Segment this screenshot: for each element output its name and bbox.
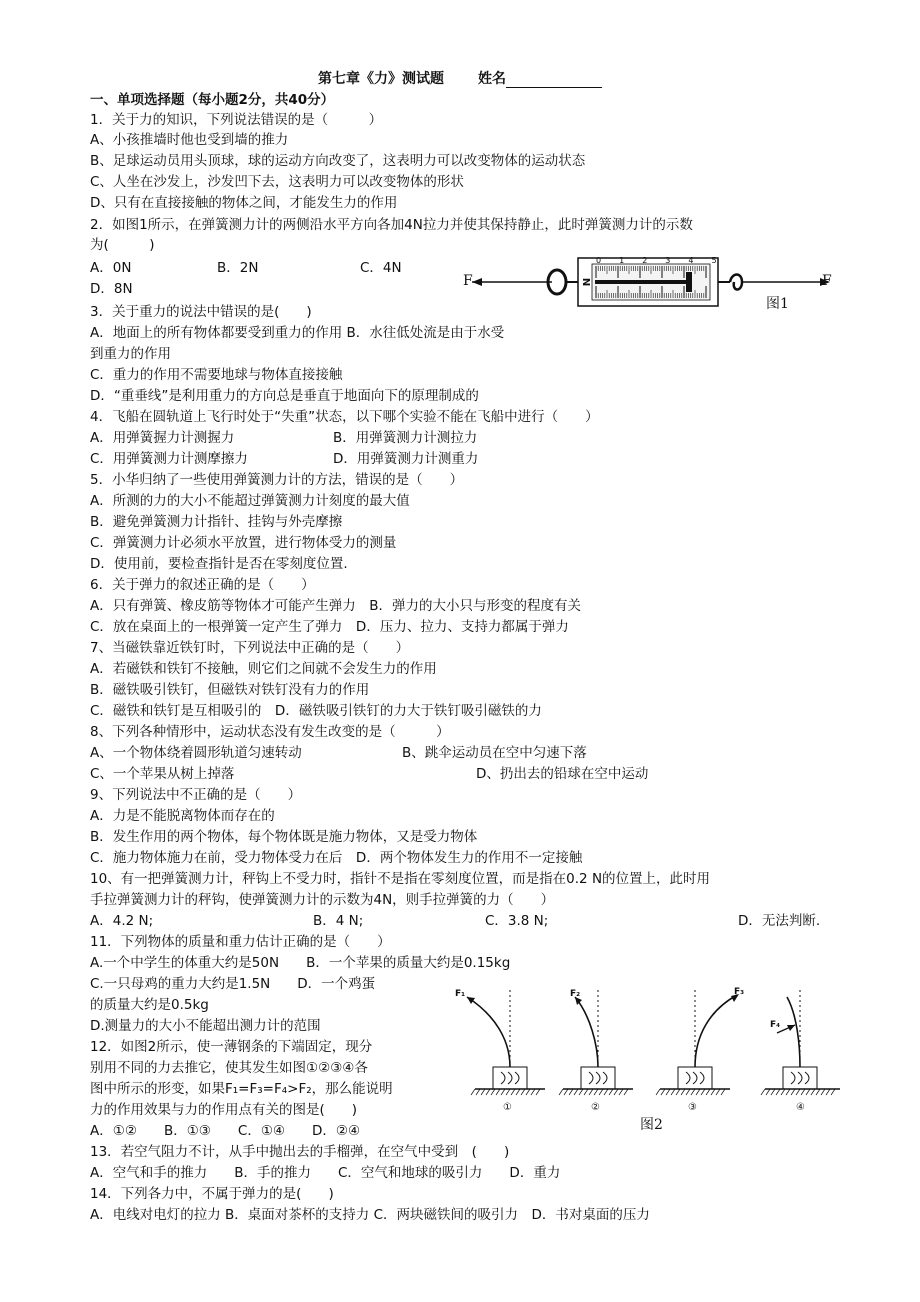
q3-option-c: C．重力的作用不需要地球与物体直接接触 bbox=[90, 367, 343, 383]
q10-option-b: B．4 N; bbox=[313, 913, 364, 929]
hatch-line bbox=[656, 1089, 660, 1095]
q8-stem: 8、下列各种情形中，运动状态没有发生改变的是（ ） bbox=[90, 724, 450, 740]
scale-top-2: 2 bbox=[642, 256, 648, 265]
q5-option-b: B．避免弹簧测力计指针、挂钩与外壳摩擦 bbox=[90, 514, 343, 530]
hatch-line bbox=[711, 1089, 715, 1095]
hatch-line bbox=[671, 1089, 675, 1095]
q10-stem: 10、有一把弹簧测力计，秤钩上不受力时，指针不是指在零刻度位置，而是指在0.2 N的位置上，此时用 bbox=[90, 871, 711, 887]
q7-stem: 7、当磁铁靠近铁钉时，下列说法中正确的是（ ） bbox=[90, 640, 410, 656]
q9-options-cd: C．施力物体施力在前，受力物体受力在后 D．两个物体发生力的作用不一定接触 bbox=[90, 850, 583, 866]
hatch-line bbox=[624, 1089, 628, 1095]
q11-option-d-cont: 的质量大约是0.5kg bbox=[90, 997, 209, 1013]
q4-stem: 4．飞船在圆轨道上飞行时处于“失重”状态，以下哪个实验不能在飞船中进行（ ） bbox=[90, 409, 599, 425]
q2-stem: 2．如图1所示，在弹簧测力计的两侧沿水平方向各加4N拉力并使其保持静止，此时弹簧测力计的示数 bbox=[90, 217, 693, 233]
name-blank bbox=[506, 73, 602, 88]
q6-options-ab: A．只有弹簧、橡皮筋等物体才可能产生弹力 B．弹力的大小只与形变的程度有关 bbox=[90, 598, 581, 614]
hatch-line bbox=[786, 1089, 790, 1095]
scale-top-1: 1 bbox=[619, 256, 625, 265]
q1-stem: 1．关于力的知识，下列说法错误的是（ ） bbox=[90, 112, 383, 128]
q14-options: A．电线对电灯的拉力 B．桌面对茶杯的支持力 C．两块磁铁间的吸引力 D．书对桌面的压力 bbox=[90, 1207, 650, 1223]
exam-title: 第七章《力》测试题 bbox=[318, 71, 444, 87]
hatch-line bbox=[574, 1089, 578, 1095]
scale-top-5: 5 bbox=[711, 256, 717, 265]
q3-option-d: D．“重垂线”是利用重力的方向总是垂直于地面向下的原理制成的 bbox=[90, 388, 479, 404]
hatch-line bbox=[569, 1089, 573, 1095]
q6-stem: 6．关于弹力的叙述正确的是（ ） bbox=[90, 577, 315, 593]
q11-stem: 11．下列物体的质量和重力估计正确的是（ ） bbox=[90, 934, 391, 950]
fig1-unit-label: N bbox=[580, 277, 592, 287]
hatch-line bbox=[496, 1089, 500, 1095]
q1-option-d: D、只有在直接接触的物体之间，才能发生力的作用 bbox=[90, 195, 398, 211]
hatch-line bbox=[831, 1089, 835, 1095]
hatch-line bbox=[589, 1089, 593, 1095]
scale-top-3: 3 bbox=[665, 256, 671, 265]
hatch-line bbox=[686, 1089, 690, 1095]
fig2-label-4: ④ bbox=[796, 1102, 805, 1113]
hatch-line bbox=[511, 1089, 515, 1095]
hatch-line bbox=[721, 1089, 725, 1095]
q9-option-b: B．发生作用的两个物体，每个物体既是施力物体，又是受力物体 bbox=[90, 829, 478, 845]
hatch-line bbox=[536, 1089, 540, 1095]
fig2-panel-1 bbox=[467, 990, 545, 1089]
q9-option-a: A．力是不能脱离物体而存在的 bbox=[90, 808, 275, 824]
hatch-line bbox=[771, 1089, 775, 1095]
fig1-left-force-label: F bbox=[463, 273, 473, 289]
hatch-line bbox=[816, 1089, 820, 1095]
fig2-force-2: F₂ bbox=[570, 989, 581, 999]
hatch-line bbox=[781, 1089, 785, 1095]
q5-option-a: A．所测的力的大小不能超过弹簧测力计刻度的最大值 bbox=[90, 493, 410, 509]
q11-options-cd: C.一只母鸡的重力大约是1.5N D．一个鸡蛋 bbox=[90, 976, 376, 992]
hatch-line bbox=[706, 1089, 710, 1095]
q2-option-c: C．4N bbox=[360, 260, 402, 276]
hatch-line bbox=[681, 1089, 685, 1095]
q5-option-d: D．使用前，要检查指针是否在零刻度位置. bbox=[90, 556, 348, 572]
q1-option-b: B、足球运动员用头顶球，球的运动方向改变了，这表明力可以改变物体的运动状态 bbox=[90, 153, 586, 169]
q7-options-cd: C．磁铁和铁钉是互相吸引的 D．磁铁吸引铁钉的力大于铁钉吸引磁铁的力 bbox=[90, 703, 542, 719]
ground-hatching bbox=[471, 1089, 835, 1095]
fig2-label-1: ① bbox=[503, 1102, 512, 1113]
q2-option-d: D．8N bbox=[90, 281, 133, 297]
hatch-line bbox=[476, 1089, 480, 1095]
q2-option-b: B．2N bbox=[217, 260, 259, 276]
q12-stem-2: 别用不同的力去推它，使其发生如图①②③④各 bbox=[90, 1060, 368, 1076]
hatch-line bbox=[796, 1089, 800, 1095]
q1-option-c: C、人坐在沙发上，沙发凹下去，这表明力可以改变物体的形状 bbox=[90, 174, 464, 190]
hatch-line bbox=[526, 1089, 530, 1095]
hatch-line bbox=[599, 1089, 603, 1095]
q14-stem: 14．下列各力中，不属于弹力的是( ) bbox=[90, 1186, 334, 1202]
fig2-panel-3 bbox=[660, 990, 739, 1089]
figure-2-steel-strips bbox=[455, 985, 845, 1110]
hatch-line bbox=[521, 1089, 525, 1095]
fig2-panel-4 bbox=[765, 990, 840, 1089]
fig2-force-3: F₃ bbox=[734, 987, 745, 997]
q12-options: A．①② B．①③ C．①④ D．②④ bbox=[90, 1123, 361, 1139]
hatch-line bbox=[481, 1089, 485, 1095]
q8-option-b: B、跳伞运动员在空中匀速下落 bbox=[402, 745, 587, 761]
hatch-line bbox=[661, 1089, 665, 1095]
scale-top-4: 4 bbox=[688, 256, 694, 265]
name-label: 姓名 bbox=[478, 71, 506, 87]
hatch-line bbox=[471, 1089, 475, 1095]
hatch-line bbox=[531, 1089, 535, 1095]
hatch-line bbox=[801, 1089, 805, 1095]
hatch-line bbox=[604, 1089, 608, 1095]
q5-stem: 5．小华归纳了一些使用弹簧测力计的方法，错误的是（ ） bbox=[90, 472, 464, 488]
q10-option-d: D．无法判断. bbox=[738, 913, 821, 929]
section-heading: 一、单项选择题（每小题2分，共40分） bbox=[90, 92, 335, 108]
q4-option-d: D．用弹簧测力计测重力 bbox=[333, 451, 479, 467]
q12-stem: 12．如图2所示，使一薄钢条的下端固定，现分 bbox=[90, 1039, 373, 1055]
hatch-line bbox=[696, 1089, 700, 1095]
hatch-line bbox=[614, 1089, 618, 1095]
hatch-line bbox=[701, 1089, 705, 1095]
page-title bbox=[0, 68, 920, 88]
q1-option-a: A、小孩推墙时他也受到墙的推力 bbox=[90, 132, 289, 148]
hatch-line bbox=[811, 1089, 815, 1095]
q2-option-a: A．0N bbox=[90, 260, 132, 276]
hatch-line bbox=[584, 1089, 588, 1095]
hatch-line bbox=[806, 1089, 810, 1095]
q12-stem-3: 图中所示的形变，如果F₁=F₃=F₄>F₂，那么能说明 bbox=[90, 1081, 393, 1097]
q13-stem: 13．若空气阻力不计，从手中抛出去的手榴弹，在空气中受到 ( ) bbox=[90, 1144, 510, 1160]
scale-top-0: 0 bbox=[596, 256, 602, 265]
fig2-label-2: ② bbox=[591, 1102, 600, 1113]
hatch-line bbox=[676, 1089, 680, 1095]
q4-option-c: C．用弹簧测力计测摩擦力 bbox=[90, 451, 248, 467]
hatch-line bbox=[821, 1089, 825, 1095]
hatch-line bbox=[501, 1089, 505, 1095]
q8-option-a: A、一个物体绕着圆形轨道匀速转动 bbox=[90, 745, 302, 761]
hatch-line bbox=[594, 1089, 598, 1095]
hatch-line bbox=[506, 1089, 510, 1095]
q2-stem-cont: 为( ) bbox=[90, 237, 155, 253]
hatch-line bbox=[666, 1089, 670, 1095]
hatch-line bbox=[486, 1089, 490, 1095]
hatch-line bbox=[716, 1089, 720, 1095]
q12-stem-4: 力的作用效果与力的作用点有关的图是( ) bbox=[90, 1102, 358, 1118]
q7-option-a: A．若磁铁和铁钉不接触，则它们之间就不会发生力的作用 bbox=[90, 661, 437, 677]
fig2-label-3: ③ bbox=[688, 1102, 697, 1113]
hatch-line bbox=[491, 1089, 495, 1095]
hatch-line bbox=[761, 1089, 765, 1095]
q3-options-ab: A．地面上的所有物体都要受到重力的作用 B．水往低处流是由于水受 bbox=[90, 325, 505, 341]
figure-2-caption: 图2 bbox=[640, 1117, 663, 1133]
q3-stem: 3．关于重力的说法中错误的是( ) bbox=[90, 304, 312, 320]
hatch-line bbox=[516, 1089, 520, 1095]
hatch-line bbox=[826, 1089, 830, 1095]
hatch-line bbox=[691, 1089, 695, 1095]
hatch-line bbox=[776, 1089, 780, 1095]
q10-stem-cont: 手拉弹簧测力计的秤钩，使弹簧测力计的示数为4N，则手拉弹簧的力（ ） bbox=[90, 892, 555, 908]
q5-option-c: C．弹簧测力计必须水平放置，进行物体受力的测量 bbox=[90, 535, 397, 551]
fig2-force-4: F₄ bbox=[770, 1020, 781, 1030]
q7-option-b: B．磁铁吸引铁钉，但磁铁对铁钉没有力的作用 bbox=[90, 682, 370, 698]
q13-options: A．空气和手的推力 B．手的推力 C．空气和地球的吸引力 D．重力 bbox=[90, 1165, 561, 1181]
q3-options-ab-cont: 到重力的作用 bbox=[90, 346, 171, 362]
fig2-force-1: F₁ bbox=[455, 989, 466, 999]
fig1-right-force-label: F bbox=[822, 273, 832, 289]
q4-option-a: A．用弹簧握力计测握力 bbox=[90, 430, 235, 446]
fig2-panel-2 bbox=[563, 990, 633, 1089]
q4-option-b: B．用弹簧测力计测拉力 bbox=[333, 430, 478, 446]
q6-options-cd: C．放在桌面上的一根弹簧一定产生了弹力 D．压力、拉力、支持力都属于弹力 bbox=[90, 619, 569, 635]
hatch-line bbox=[791, 1089, 795, 1095]
q9-stem: 9、下列说法中不正确的是（ ） bbox=[90, 787, 302, 803]
q11-option-e: D.测量力的大小不能超出测力计的范围 bbox=[90, 1018, 321, 1034]
fig1-scale-top bbox=[596, 256, 717, 265]
hatch-line bbox=[766, 1089, 770, 1095]
q10-option-c: C．3.8 N; bbox=[485, 913, 549, 929]
q11-options-ab: A.一个中学生的体重大约是50N B．一个苹果的质量大约是0.15kg bbox=[90, 955, 511, 971]
q8-option-c: C、一个苹果从树上掉落 bbox=[90, 766, 235, 782]
figure-1-caption: 图1 bbox=[766, 296, 789, 312]
hatch-line bbox=[559, 1089, 563, 1095]
hatch-line bbox=[564, 1089, 568, 1095]
hatch-line bbox=[619, 1089, 623, 1095]
hatch-line bbox=[579, 1089, 583, 1095]
hatch-line bbox=[609, 1089, 613, 1095]
q10-option-a: A．4.2 N; bbox=[90, 913, 154, 929]
q8-option-d: D、扔出去的铅球在空中运动 bbox=[476, 766, 649, 782]
